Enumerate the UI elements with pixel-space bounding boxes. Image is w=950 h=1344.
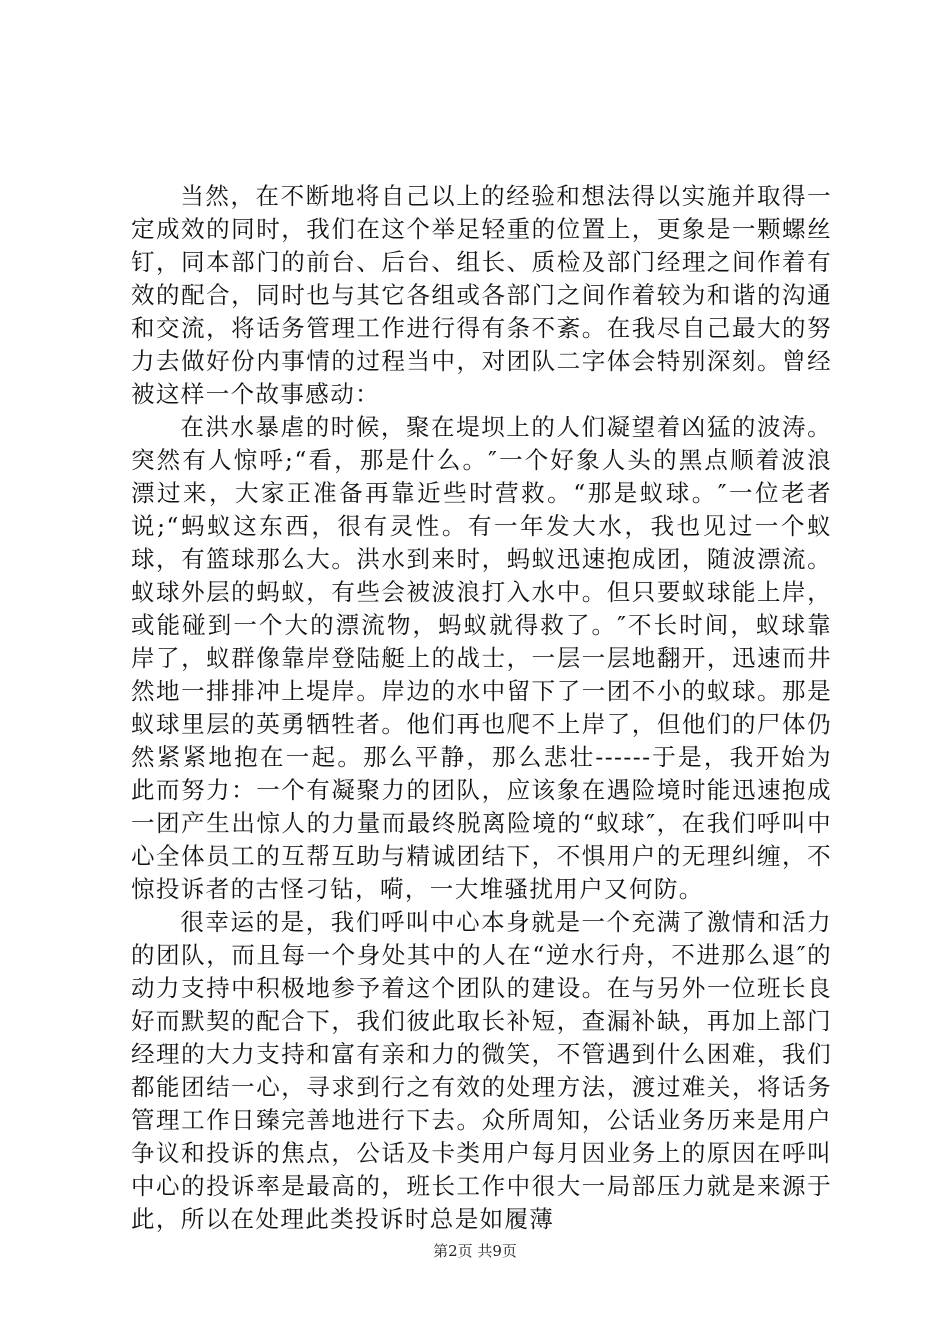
paragraph-ant-ball-story: 在洪水暴虐的时候，聚在堤坝上的人们凝望着凶猛的波涛。突然有人惊呼;“看，那是什么。″一个好象人头的黑点顺着波浪漂过来，大家正准备再靠近些时营救。“那是蚁球。″一位老者说;“蚂蚁这东西，很有灵性。有一年发大水，我也见过一个蚁球，有篮球那么大。洪水到来时，蚂蚁迅速抱成团，随波漂流。蚁球外层的蚂蚁，有些会被波浪打入水中。但只要蚁球能上岸，或能碰到一个大的漂流物，蚂蚁就得救了。″不长时间，蚁球靠岸了，蚁群像靠岸登陆艇上的战士，一层一层地翻开，迅速而井然地一排排冲上堤岸。岸边的水中留下了一团不小的蚁球。那是蚁球里层的英勇牺牲者。他们再也爬不上岸了，但他们的尸体仍然紧紧地抱在一起。那么平静，那么悲壮------于是，我开始为此而努力：一个有凝聚力的团队，应该象在遇险境时能迅速抱成一团产生出惊人的力量而最终脱离险境的“蚁球″，在我们呼叫中心全体员工的互帮互助与精诚团结下，不惧用户的无理纠缠，不惊投诉者的古怪刁钻，嗬，一大堆骚扰用户又何防。	[131, 413, 832, 903]
page-footer: 第2页 共9页	[433, 1242, 517, 1260]
body-text	[131, 180, 832, 1236]
paragraph-call-center-team: 很幸运的是，我们呼叫中心本身就是一个充满了激情和活力的团队，而且每一个身处其中的人在“逆水行舟，不进那么退″的动力支持中积极地参予着这个团队的建设。在与另外一位班长良好而默契的配合下，我们彼此取长补短，查漏补缺，再加上部门经理的大力支持和富有亲和力的微笑，不管遇到什么困难，我们都能团结一心，寻求到行之有效的处理方法，渡过难关，将话务管理工作日臻完善地进行下去。众所周知，公话业务历来是用户争议和投诉的焦点，公话及卡类用户每月因业务上的原因在呼叫中心的投诉率是最高的，班长工作中很大一局部压力就是来源于此，所以在处理此类投诉时总是如履薄	[131, 908, 832, 1233]
paragraph-teamwork-intro: 当然，在不断地将自己以上的经验和想法得以实施并取得一定成效的同时，我们在这个举足轻重的位置上，更象是一颗螺丝钉，同本部门的前台、后台、组长、质检及部门经理之间作着有效的配合，同时也与其它各组或各部门之间作着较为和谐的沟通和交流，将话务管理工作进行得有条不紊。在我尽自己最大的努力去做好份内事情的过程当中，对团队二字体会特别深刻。曾经被这样一个故事感动：	[131, 182, 832, 408]
